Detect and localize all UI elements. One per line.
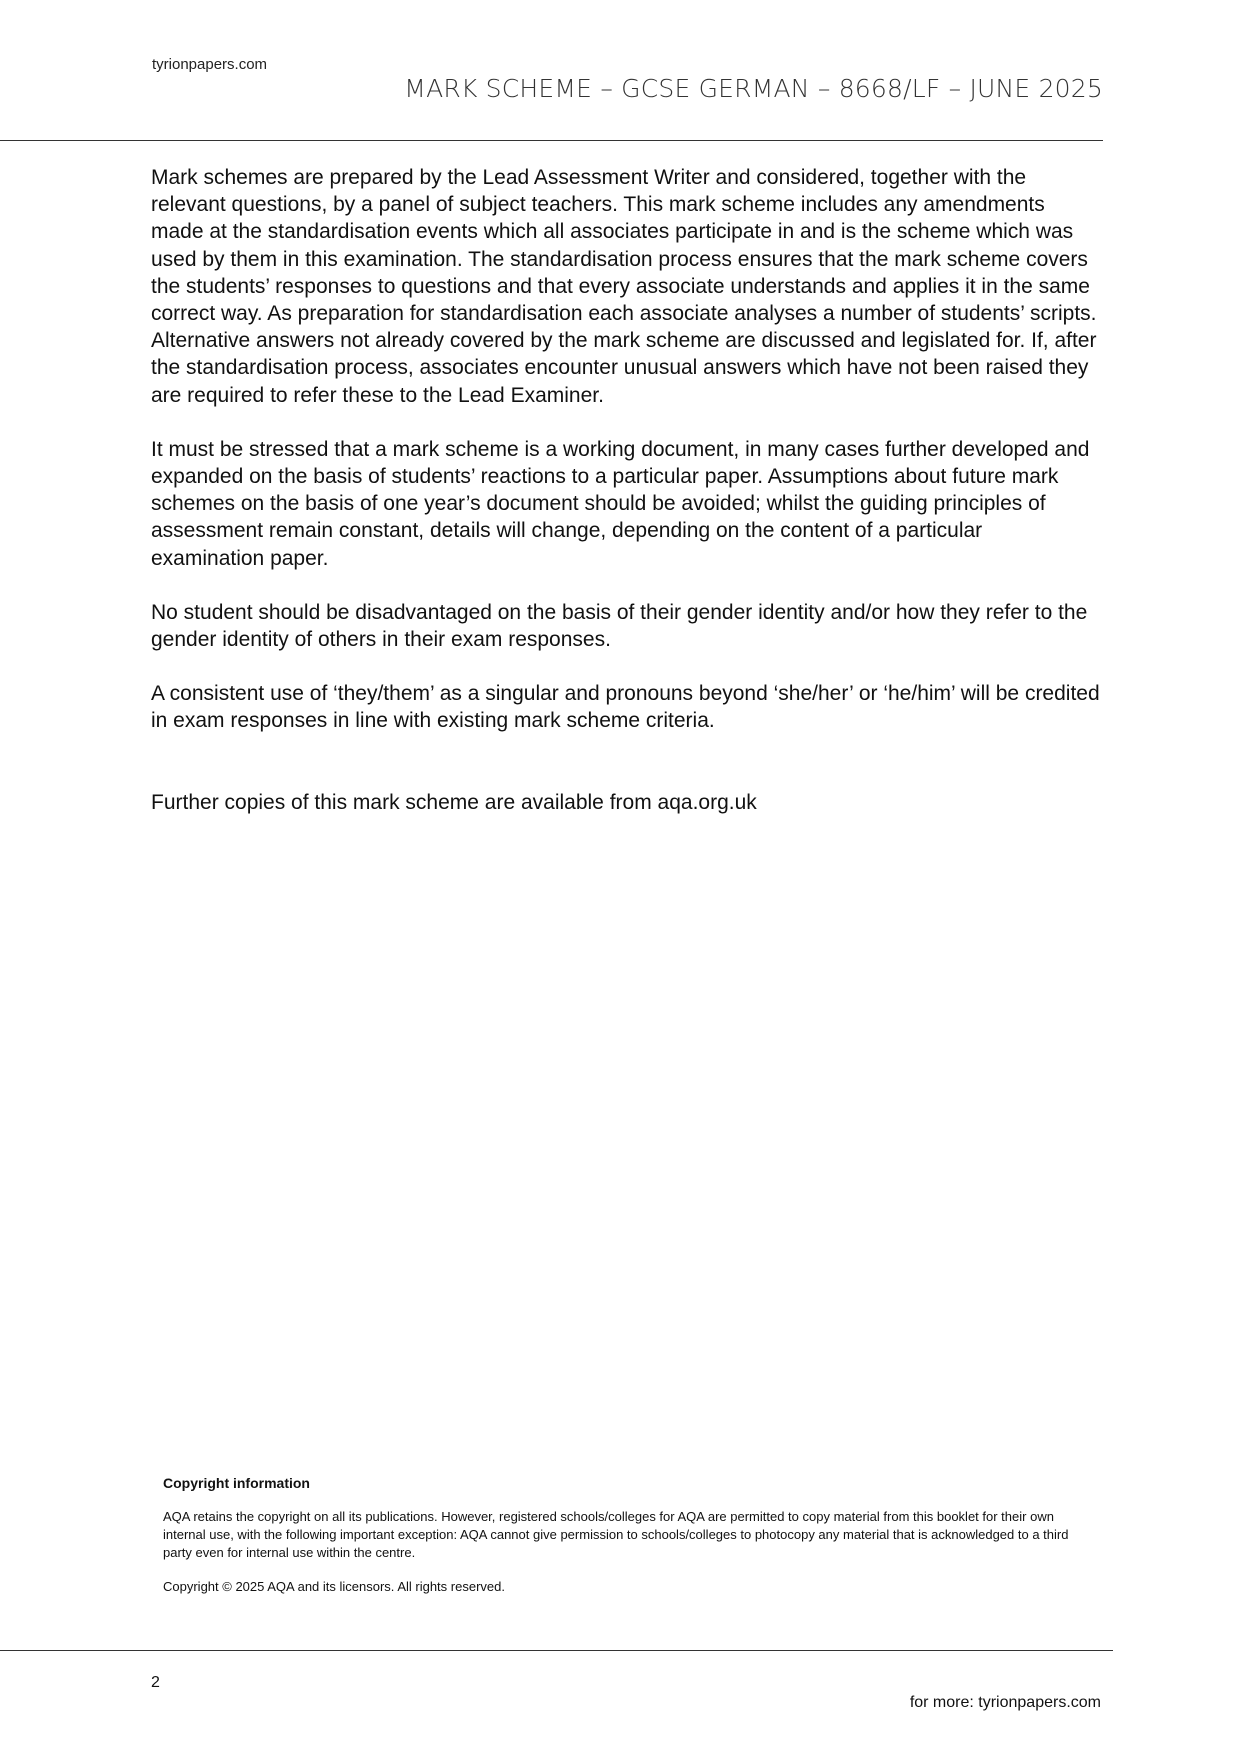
copyright-heading: Copyright information	[163, 1475, 310, 1491]
copyright-notice: AQA retains the copyright on all its publications. However, registered schools/colleges for AQA are permitted to copy material from this booklet for their own internal use, with the following important exception: AQA cannot give permission to schools/colleges to photocopy any material that is acknowledged to a third party even for internal use within the centre.	[163, 1509, 1069, 1560]
site-watermark: tyrionpapers.com	[152, 56, 268, 73]
paragraph-working-document: It must be stressed that a mark scheme is a working document, in many cases further developed and expanded on the basis of students’ reactions to a particular paper. Assumptions about future mark schemes on the basis of one year’s document should be avoided; whilst the guiding principles of assessment remain constant, details will change, depending on the content of a particular examination paper.	[151, 437, 1090, 570]
footer-divider	[0, 1650, 1113, 1651]
paragraph-gender-identity: No student should be disadvantaged on the basis of their gender identity and/or how they refer to the gender identity of others in their exam responses.	[151, 600, 1088, 652]
header-divider	[0, 140, 1103, 141]
main-content	[151, 164, 1101, 843]
page-header-title: MARK SCHEME – GCSE GERMAN – 8668/LF – JUNE 2025	[404, 74, 1103, 103]
page-number: 2	[151, 1674, 160, 1691]
copyright-section	[163, 1474, 1083, 1612]
footer-site-link: for more: tyrionpapers.com	[909, 1694, 1101, 1711]
paragraph-mark-scheme-preparation: Mark schemes are prepared by the Lead Assessment Writer and considered, together with the relevant questions, by a panel of subject teachers. This mark scheme includes any amendments made at the standardisation events which all associates participate in and is the scheme which was used by them in this examination. The standardisation process ensures that the mark scheme covers the students’ responses to questions and that every associate understands and applies it in the same correct way. As preparation for standardisation each associate analyses a number of students’ scripts. Alternative answers not already covered by the mark scheme are discussed and legislated for. If, after the standardisation process, associates encounter unusual answers which have not been raised they are required to refer these to the Lead Examiner.	[151, 166, 1097, 407]
copyright-statement: Copyright © 2025 AQA and its licensors. All rights reserved.	[163, 1579, 505, 1594]
paragraph-pronouns: A consistent use of ‘they/them’ as a singular and pronouns beyond ‘she/her’ or ‘he/him’ will be credited in exam responses in line with existing mark scheme criteria.	[151, 682, 1100, 733]
further-copies-text: Further copies of this mark scheme are available from aqa.org.uk	[151, 790, 757, 814]
